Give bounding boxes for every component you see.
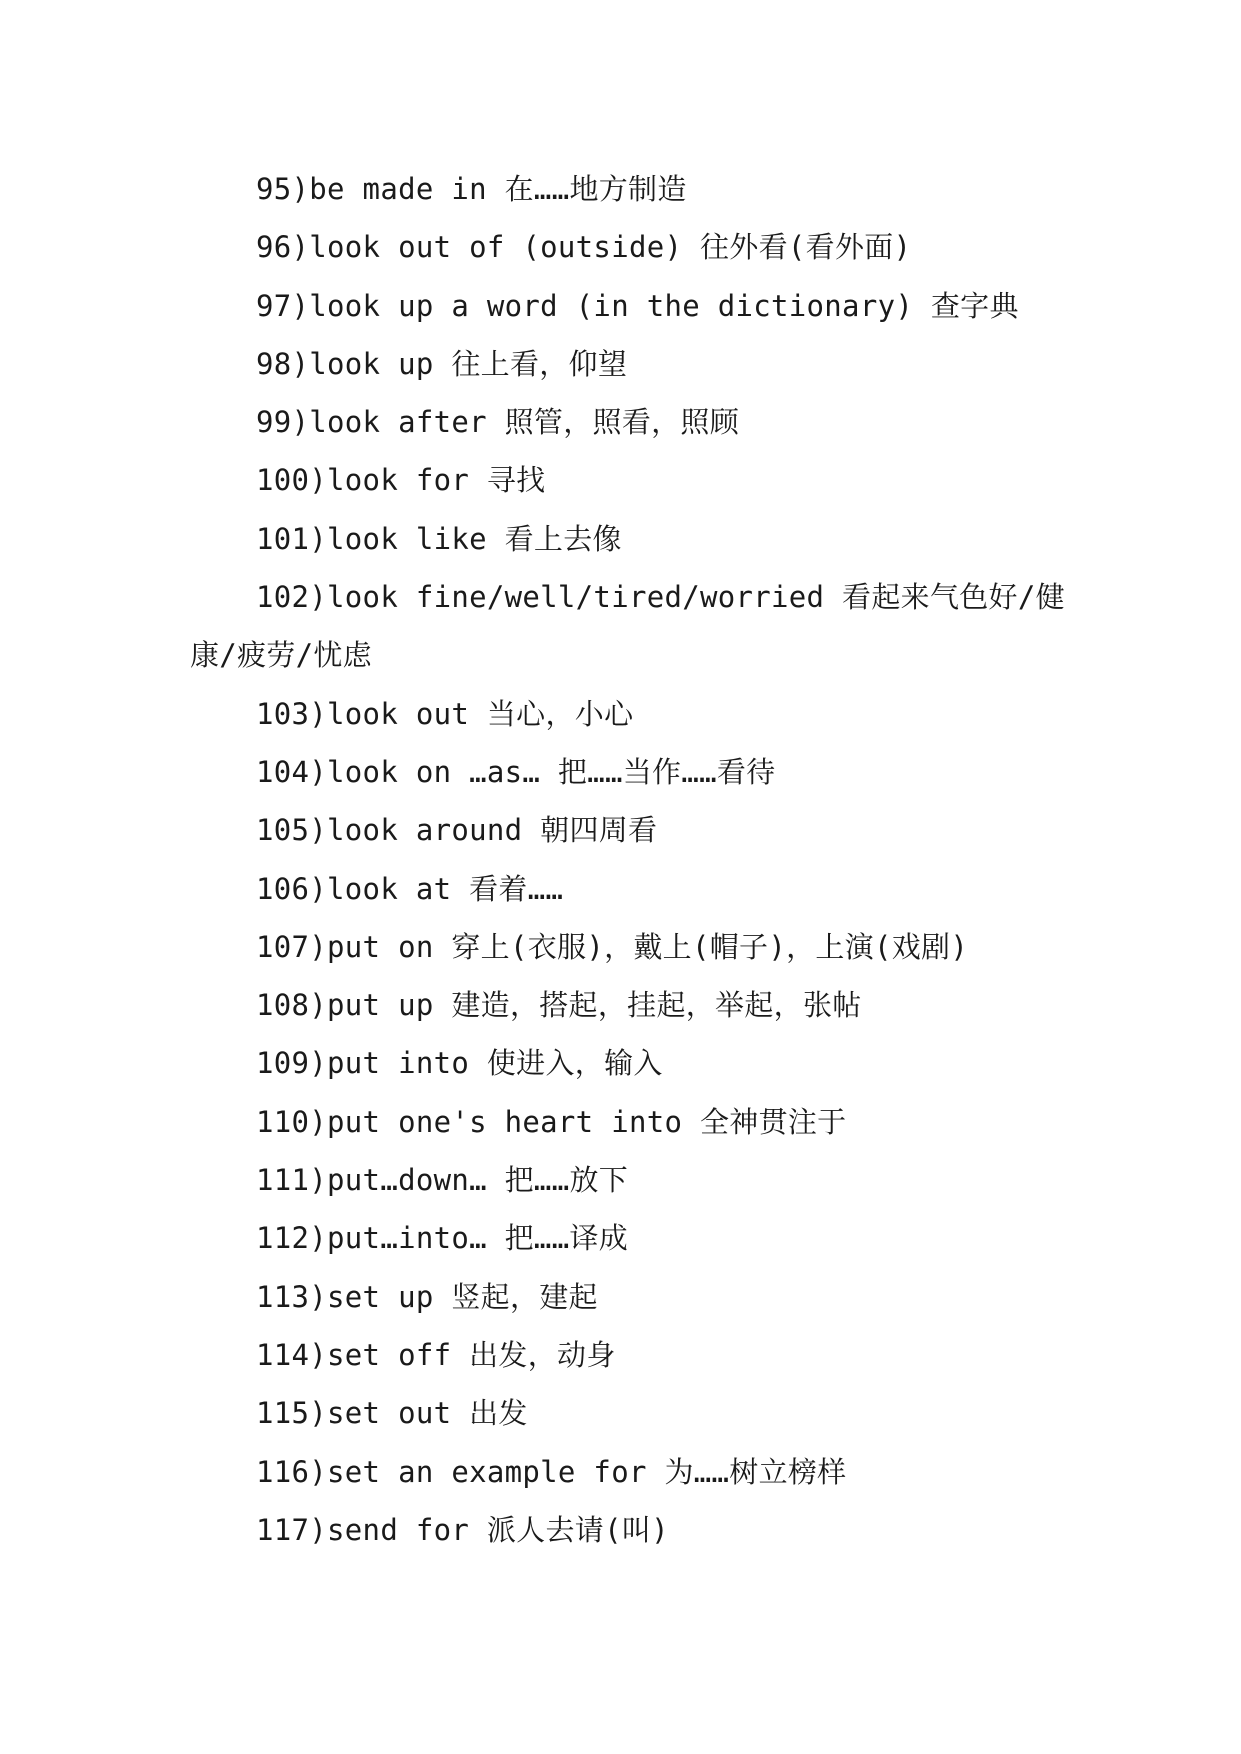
list-item: 116)set an example for 为……树立榜样 [256,1454,847,1489]
list-item: 101)look like 看上去像 [256,521,622,556]
list-item: 115)set out 出发 [256,1396,528,1431]
list-item: 99)look after 照管，照看，照顾 [256,405,740,440]
list-item: 111)put…down… 把……放下 [256,1163,629,1198]
list-item: 98)look up 往上看，仰望 [256,346,628,381]
list-item: 95)be made in 在……地方制造 [256,172,687,206]
list-item: 108)put up 建造，搭起，挂起，举起，张帖 [256,988,862,1023]
list-item: 96)look out of (outside) 往外看(看外面) [256,230,912,265]
list-item: 117)send for 派人去请(叫) [256,1512,669,1547]
list-item: 104)look on …as… 把……当作……看待 [256,754,776,789]
list-item: 105)look around 朝四周看 [256,813,658,848]
list-item: 113)set up 竖起，建起 [256,1279,598,1314]
list-item: 107)put on 穿上(衣服)，戴上(帽子)，上演(戏剧) [256,929,969,964]
list-item: 100)look for 寻找 [256,463,546,498]
list-item: 106)look at 看着…… [256,871,564,906]
phrase-list [190,160,1070,1559]
list-item: 102)look fine/well/tired/worried 看起来气色好/健康/疲劳/忧虑 [190,580,1065,673]
list-item: 110)put one's heart into 全神贯注于 [256,1104,847,1139]
list-item: 109)put into 使进入，输入 [256,1046,663,1081]
list-item: 97)look up a word (in the dictionary) 查字典 [256,288,1019,323]
list-item: 103)look out 当心，小心 [256,696,634,731]
list-item: 114)set off 出发，动身 [256,1337,616,1372]
list-item: 112)put…into… 把……译成 [256,1221,629,1256]
